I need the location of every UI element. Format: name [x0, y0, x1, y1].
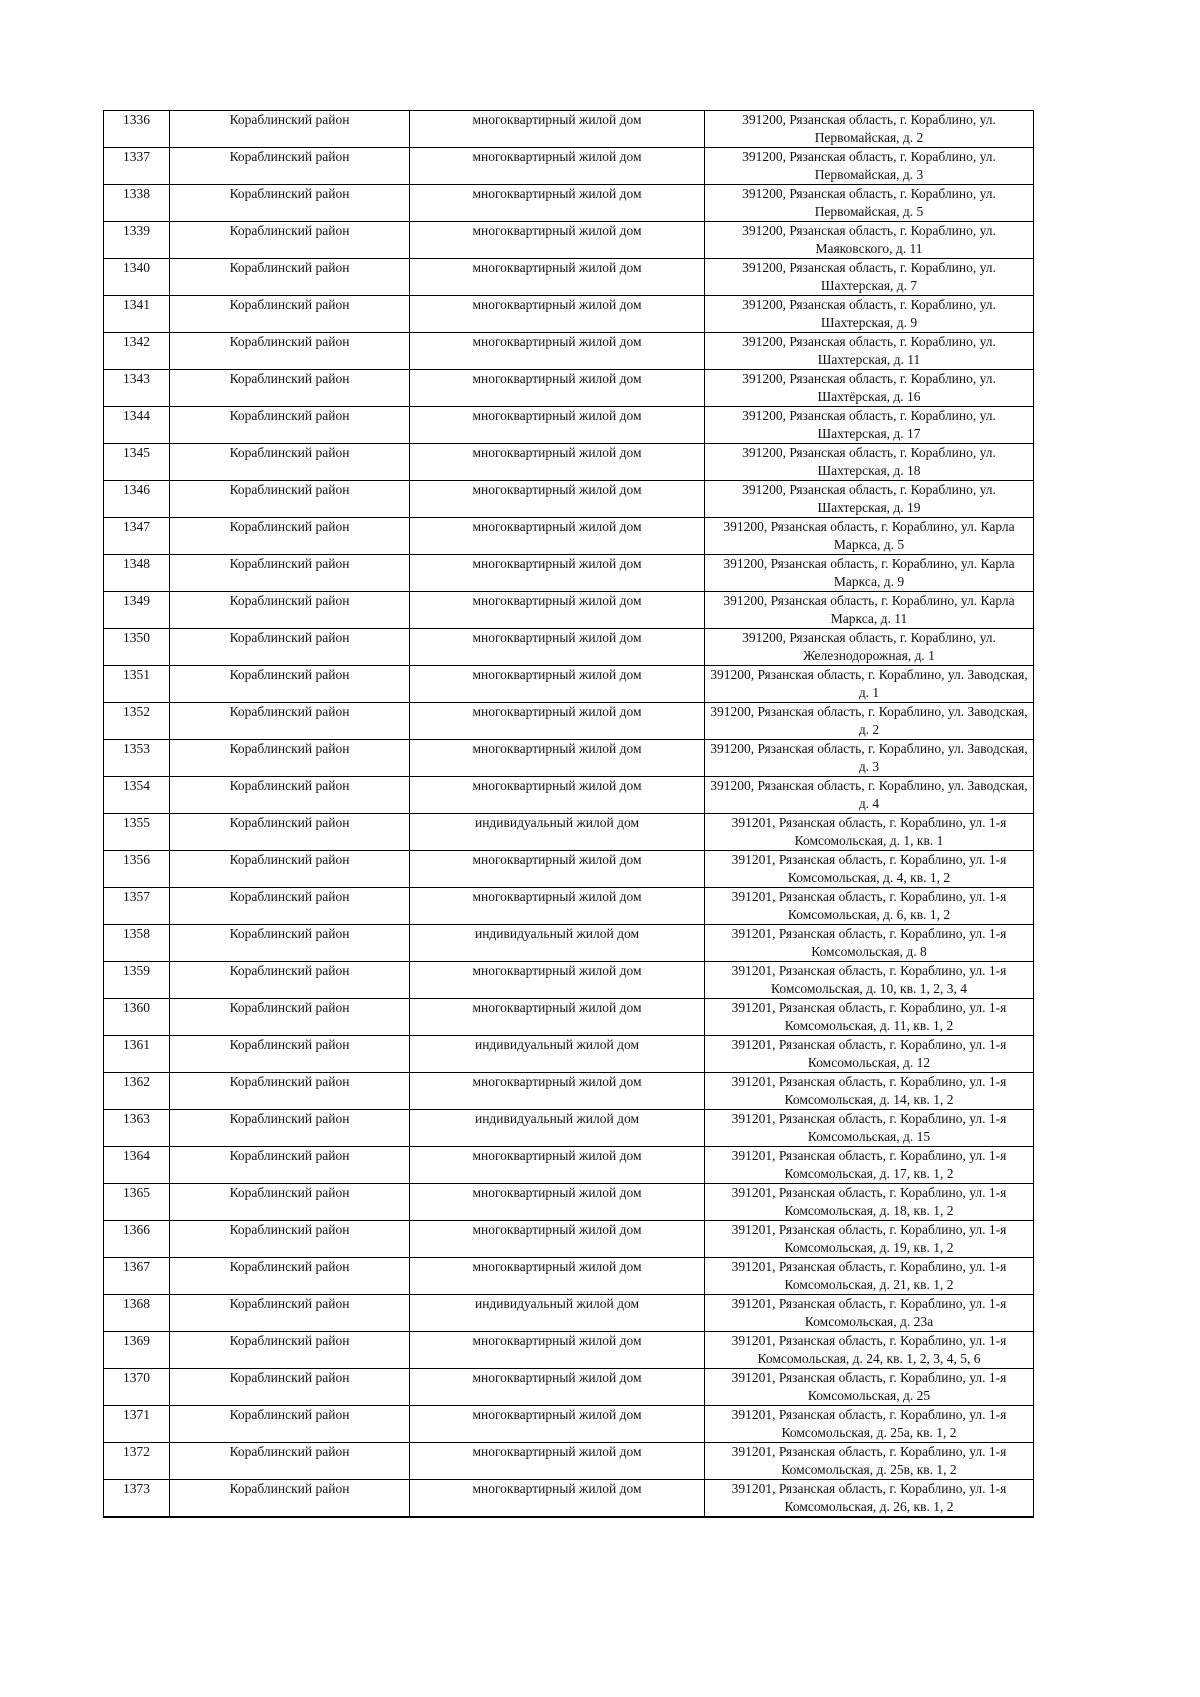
address-cell: 391201, Рязанская область, г. Кораблино, ул. 1-я Комсомольская, д. 23а: [705, 1295, 1034, 1332]
building-type-cell: многоквартирный жилой дом: [410, 629, 705, 666]
address-cell: 391201, Рязанская область, г. Кораблино, ул. 1-я Комсомольская, д. 4, кв. 1, 2: [705, 851, 1034, 888]
district-cell: Кораблинский район: [170, 111, 410, 148]
table-row: [104, 777, 1034, 814]
row-number-cell: 1339: [104, 222, 170, 259]
district-cell: Кораблинский район: [170, 1369, 410, 1406]
table-row: [104, 1443, 1034, 1480]
district-cell: Кораблинский район: [170, 555, 410, 592]
table-row: [104, 1295, 1034, 1332]
address-cell: 391200, Рязанская область, г. Кораблино, ул. Заводская, д. 4: [705, 777, 1034, 814]
row-number-cell: 1336: [104, 111, 170, 148]
building-type-cell: многоквартирный жилой дом: [410, 148, 705, 185]
building-type-cell: многоквартирный жилой дом: [410, 185, 705, 222]
row-number-cell: 1362: [104, 1073, 170, 1110]
building-type-cell: многоквартирный жилой дом: [410, 370, 705, 407]
address-cell: 391200, Рязанская область, г. Кораблино, ул. Шахтерская, д. 17: [705, 407, 1034, 444]
table-row: [104, 999, 1034, 1036]
table-row: [104, 333, 1034, 370]
row-number-cell: 1366: [104, 1221, 170, 1258]
address-cell: 391201, Рязанская область, г. Кораблино, ул. 1-я Комсомольская, д. 15: [705, 1110, 1034, 1147]
row-number-cell: 1372: [104, 1443, 170, 1480]
building-type-cell: многоквартирный жилой дом: [410, 1332, 705, 1369]
district-cell: Кораблинский район: [170, 370, 410, 407]
table-row: [104, 703, 1034, 740]
building-type-cell: индивидуальный жилой дом: [410, 814, 705, 851]
address-cell: 391201, Рязанская область, г. Кораблино, ул. 1-я Комсомольская, д. 1, кв. 1: [705, 814, 1034, 851]
table-row: [104, 666, 1034, 703]
building-type-cell: многоквартирный жилой дом: [410, 555, 705, 592]
row-number-cell: 1358: [104, 925, 170, 962]
building-type-cell: многоквартирный жилой дом: [410, 1480, 705, 1518]
address-cell: 391200, Рязанская область, г. Кораблино, ул. Карла Маркса, д. 9: [705, 555, 1034, 592]
row-number-cell: 1348: [104, 555, 170, 592]
building-type-cell: многоквартирный жилой дом: [410, 1073, 705, 1110]
district-cell: Кораблинский район: [170, 1110, 410, 1147]
address-cell: 391200, Рязанская область, г. Кораблино, ул. Заводская, д. 1: [705, 666, 1034, 703]
district-cell: Кораблинский район: [170, 814, 410, 851]
address-cell: 391200, Рязанская область, г. Кораблино, ул. Шахтерская, д. 18: [705, 444, 1034, 481]
address-cell: 391200, Рязанская область, г. Кораблино, ул. Шахтерская, д. 11: [705, 333, 1034, 370]
row-number-cell: 1367: [104, 1258, 170, 1295]
table-row: [104, 740, 1034, 777]
row-number-cell: 1349: [104, 592, 170, 629]
table-row: [104, 518, 1034, 555]
address-cell: 391200, Рязанская область, г. Кораблино, ул. Карла Маркса, д. 11: [705, 592, 1034, 629]
district-cell: Кораблинский район: [170, 1221, 410, 1258]
building-type-cell: многоквартирный жилой дом: [410, 962, 705, 999]
row-number-cell: 1368: [104, 1295, 170, 1332]
building-type-cell: многоквартирный жилой дом: [410, 296, 705, 333]
table-row: [104, 185, 1034, 222]
district-cell: Кораблинский район: [170, 1295, 410, 1332]
district-cell: Кораблинский район: [170, 925, 410, 962]
table-row: [104, 888, 1034, 925]
row-number-cell: 1361: [104, 1036, 170, 1073]
address-cell: 391201, Рязанская область, г. Кораблино, ул. 1-я Комсомольская, д. 10, кв. 1, 2, 3, 4: [705, 962, 1034, 999]
building-type-cell: многоквартирный жилой дом: [410, 1443, 705, 1480]
district-cell: Кораблинский район: [170, 666, 410, 703]
building-type-cell: многоквартирный жилой дом: [410, 851, 705, 888]
table-row: [104, 1110, 1034, 1147]
address-cell: 391200, Рязанская область, г. Кораблино, ул. Железнодорожная, д. 1: [705, 629, 1034, 666]
housing-registry-table: [103, 110, 1034, 1518]
table-row: [104, 629, 1034, 666]
address-cell: 391201, Рязанская область, г. Кораблино, ул. 1-я Комсомольская, д. 8: [705, 925, 1034, 962]
district-cell: Кораблинский район: [170, 333, 410, 370]
row-number-cell: 1370: [104, 1369, 170, 1406]
table-row: [104, 1406, 1034, 1443]
address-cell: 391200, Рязанская область, г. Кораблино, ул. Маяковского, д. 11: [705, 222, 1034, 259]
address-cell: 391201, Рязанская область, г. Кораблино, ул. 1-я Комсомольская, д. 6, кв. 1, 2: [705, 888, 1034, 925]
table-row: [104, 592, 1034, 629]
row-number-cell: 1345: [104, 444, 170, 481]
district-cell: Кораблинский район: [170, 888, 410, 925]
row-number-cell: 1355: [104, 814, 170, 851]
table-row: [104, 481, 1034, 518]
table-row: [104, 1147, 1034, 1184]
district-cell: Кораблинский район: [170, 592, 410, 629]
address-cell: 391201, Рязанская область, г. Кораблино, ул. 1-я Комсомольская, д. 24, кв. 1, 2, 3, 4, 5, 6: [705, 1332, 1034, 1369]
district-cell: Кораблинский район: [170, 629, 410, 666]
district-cell: Кораблинский район: [170, 296, 410, 333]
building-type-cell: многоквартирный жилой дом: [410, 592, 705, 629]
building-type-cell: многоквартирный жилой дом: [410, 703, 705, 740]
district-cell: Кораблинский район: [170, 1480, 410, 1518]
table-row: [104, 370, 1034, 407]
district-cell: Кораблинский район: [170, 1332, 410, 1369]
address-cell: 391200, Рязанская область, г. Кораблино, ул. Шахтерская, д. 19: [705, 481, 1034, 518]
district-cell: Кораблинский район: [170, 407, 410, 444]
building-type-cell: индивидуальный жилой дом: [410, 1110, 705, 1147]
address-cell: 391200, Рязанская область, г. Кораблино, ул. Шахтёрская, д. 16: [705, 370, 1034, 407]
address-cell: 391201, Рязанская область, г. Кораблино, ул. 1-я Комсомольская, д. 19, кв. 1, 2: [705, 1221, 1034, 1258]
district-cell: Кораблинский район: [170, 222, 410, 259]
building-type-cell: индивидуальный жилой дом: [410, 925, 705, 962]
row-number-cell: 1359: [104, 962, 170, 999]
district-cell: Кораблинский район: [170, 740, 410, 777]
table-row: [104, 555, 1034, 592]
address-cell: 391201, Рязанская область, г. Кораблино, ул. 1-я Комсомольская, д. 21, кв. 1, 2: [705, 1258, 1034, 1295]
table-row: [104, 1036, 1034, 1073]
table-row: [104, 1221, 1034, 1258]
address-cell: 391200, Рязанская область, г. Кораблино, ул. Заводская, д. 2: [705, 703, 1034, 740]
district-cell: Кораблинский район: [170, 1036, 410, 1073]
district-cell: Кораблинский район: [170, 1258, 410, 1295]
district-cell: Кораблинский район: [170, 1147, 410, 1184]
row-number-cell: 1357: [104, 888, 170, 925]
district-cell: Кораблинский район: [170, 703, 410, 740]
row-number-cell: 1343: [104, 370, 170, 407]
table-row: [104, 259, 1034, 296]
building-type-cell: многоквартирный жилой дом: [410, 444, 705, 481]
address-cell: 391201, Рязанская область, г. Кораблино, ул. 1-я Комсомольская, д. 25: [705, 1369, 1034, 1406]
row-number-cell: 1371: [104, 1406, 170, 1443]
row-number-cell: 1346: [104, 481, 170, 518]
table-row: [104, 1332, 1034, 1369]
table-row: [104, 1184, 1034, 1221]
address-cell: 391201, Рязанская область, г. Кораблино, ул. 1-я Комсомольская, д. 12: [705, 1036, 1034, 1073]
row-number-cell: 1369: [104, 1332, 170, 1369]
building-type-cell: индивидуальный жилой дом: [410, 1036, 705, 1073]
table-row: [104, 851, 1034, 888]
district-cell: Кораблинский район: [170, 444, 410, 481]
building-type-cell: многоквартирный жилой дом: [410, 666, 705, 703]
building-type-cell: многоквартирный жилой дом: [410, 1184, 705, 1221]
row-number-cell: 1363: [104, 1110, 170, 1147]
building-type-cell: многоквартирный жилой дом: [410, 777, 705, 814]
row-number-cell: 1354: [104, 777, 170, 814]
district-cell: Кораблинский район: [170, 777, 410, 814]
building-type-cell: многоквартирный жилой дом: [410, 740, 705, 777]
table-row: [104, 1258, 1034, 1295]
table-row: [104, 444, 1034, 481]
registry-table-body: [104, 111, 1034, 1518]
district-cell: Кораблинский район: [170, 518, 410, 555]
row-number-cell: 1341: [104, 296, 170, 333]
table-row: [104, 1369, 1034, 1406]
building-type-cell: многоквартирный жилой дом: [410, 333, 705, 370]
address-cell: 391201, Рязанская область, г. Кораблино, ул. 1-я Комсомольская, д. 25а, кв. 1, 2: [705, 1406, 1034, 1443]
building-type-cell: многоквартирный жилой дом: [410, 111, 705, 148]
address-cell: 391200, Рязанская область, г. Кораблино, ул. Шахтерская, д. 9: [705, 296, 1034, 333]
district-cell: Кораблинский район: [170, 1406, 410, 1443]
row-number-cell: 1347: [104, 518, 170, 555]
building-type-cell: индивидуальный жилой дом: [410, 1295, 705, 1332]
table-row: [104, 296, 1034, 333]
building-type-cell: многоквартирный жилой дом: [410, 481, 705, 518]
address-cell: 391201, Рязанская область, г. Кораблино, ул. 1-я Комсомольская, д. 11, кв. 1, 2: [705, 999, 1034, 1036]
row-number-cell: 1350: [104, 629, 170, 666]
table-row: [104, 1073, 1034, 1110]
district-cell: Кораблинский район: [170, 259, 410, 296]
building-type-cell: многоквартирный жилой дом: [410, 222, 705, 259]
row-number-cell: 1353: [104, 740, 170, 777]
address-cell: 391200, Рязанская область, г. Кораблино, ул. Заводская, д. 3: [705, 740, 1034, 777]
district-cell: Кораблинский район: [170, 999, 410, 1036]
row-number-cell: 1352: [104, 703, 170, 740]
district-cell: Кораблинский район: [170, 1184, 410, 1221]
address-cell: 391200, Рязанская область, г. Кораблино, ул. Первомайская, д. 5: [705, 185, 1034, 222]
building-type-cell: многоквартирный жилой дом: [410, 259, 705, 296]
table-row: [104, 111, 1034, 148]
building-type-cell: многоквартирный жилой дом: [410, 888, 705, 925]
row-number-cell: 1356: [104, 851, 170, 888]
row-number-cell: 1337: [104, 148, 170, 185]
district-cell: Кораблинский район: [170, 148, 410, 185]
address-cell: 391201, Рязанская область, г. Кораблино, ул. 1-я Комсомольская, д. 26, кв. 1, 2: [705, 1480, 1034, 1518]
row-number-cell: 1351: [104, 666, 170, 703]
building-type-cell: многоквартирный жилой дом: [410, 999, 705, 1036]
building-type-cell: многоквартирный жилой дом: [410, 518, 705, 555]
table-row: [104, 814, 1034, 851]
district-cell: Кораблинский район: [170, 962, 410, 999]
row-number-cell: 1340: [104, 259, 170, 296]
district-cell: Кораблинский район: [170, 851, 410, 888]
address-cell: 391201, Рязанская область, г. Кораблино, ул. 1-я Комсомольская, д. 14, кв. 1, 2: [705, 1073, 1034, 1110]
building-type-cell: многоквартирный жилой дом: [410, 1147, 705, 1184]
table-row: [104, 148, 1034, 185]
district-cell: Кораблинский район: [170, 1073, 410, 1110]
address-cell: 391201, Рязанская область, г. Кораблино, ул. 1-я Комсомольская, д. 18, кв. 1, 2: [705, 1184, 1034, 1221]
row-number-cell: 1364: [104, 1147, 170, 1184]
address-cell: 391201, Рязанская область, г. Кораблино, ул. 1-я Комсомольская, д. 17, кв. 1, 2: [705, 1147, 1034, 1184]
row-number-cell: 1344: [104, 407, 170, 444]
building-type-cell: многоквартирный жилой дом: [410, 1258, 705, 1295]
row-number-cell: 1360: [104, 999, 170, 1036]
address-cell: 391200, Рязанская область, г. Кораблино, ул. Карла Маркса, д. 5: [705, 518, 1034, 555]
building-type-cell: многоквартирный жилой дом: [410, 1221, 705, 1258]
table-row: [104, 962, 1034, 999]
address-cell: 391200, Рязанская область, г. Кораблино, ул. Первомайская, д. 2: [705, 111, 1034, 148]
building-type-cell: многоквартирный жилой дом: [410, 407, 705, 444]
table-row: [104, 222, 1034, 259]
district-cell: Кораблинский район: [170, 481, 410, 518]
table-row: [104, 1480, 1034, 1518]
building-type-cell: многоквартирный жилой дом: [410, 1406, 705, 1443]
row-number-cell: 1342: [104, 333, 170, 370]
row-number-cell: 1365: [104, 1184, 170, 1221]
address-cell: 391200, Рязанская область, г. Кораблино, ул. Шахтерская, д. 7: [705, 259, 1034, 296]
district-cell: Кораблинский район: [170, 185, 410, 222]
address-cell: 391200, Рязанская область, г. Кораблино, ул. Первомайская, д. 3: [705, 148, 1034, 185]
address-cell: 391201, Рязанская область, г. Кораблино, ул. 1-я Комсомольская, д. 25в, кв. 1, 2: [705, 1443, 1034, 1480]
row-number-cell: 1338: [104, 185, 170, 222]
building-type-cell: многоквартирный жилой дом: [410, 1369, 705, 1406]
district-cell: Кораблинский район: [170, 1443, 410, 1480]
table-row: [104, 407, 1034, 444]
row-number-cell: 1373: [104, 1480, 170, 1518]
table-row: [104, 925, 1034, 962]
